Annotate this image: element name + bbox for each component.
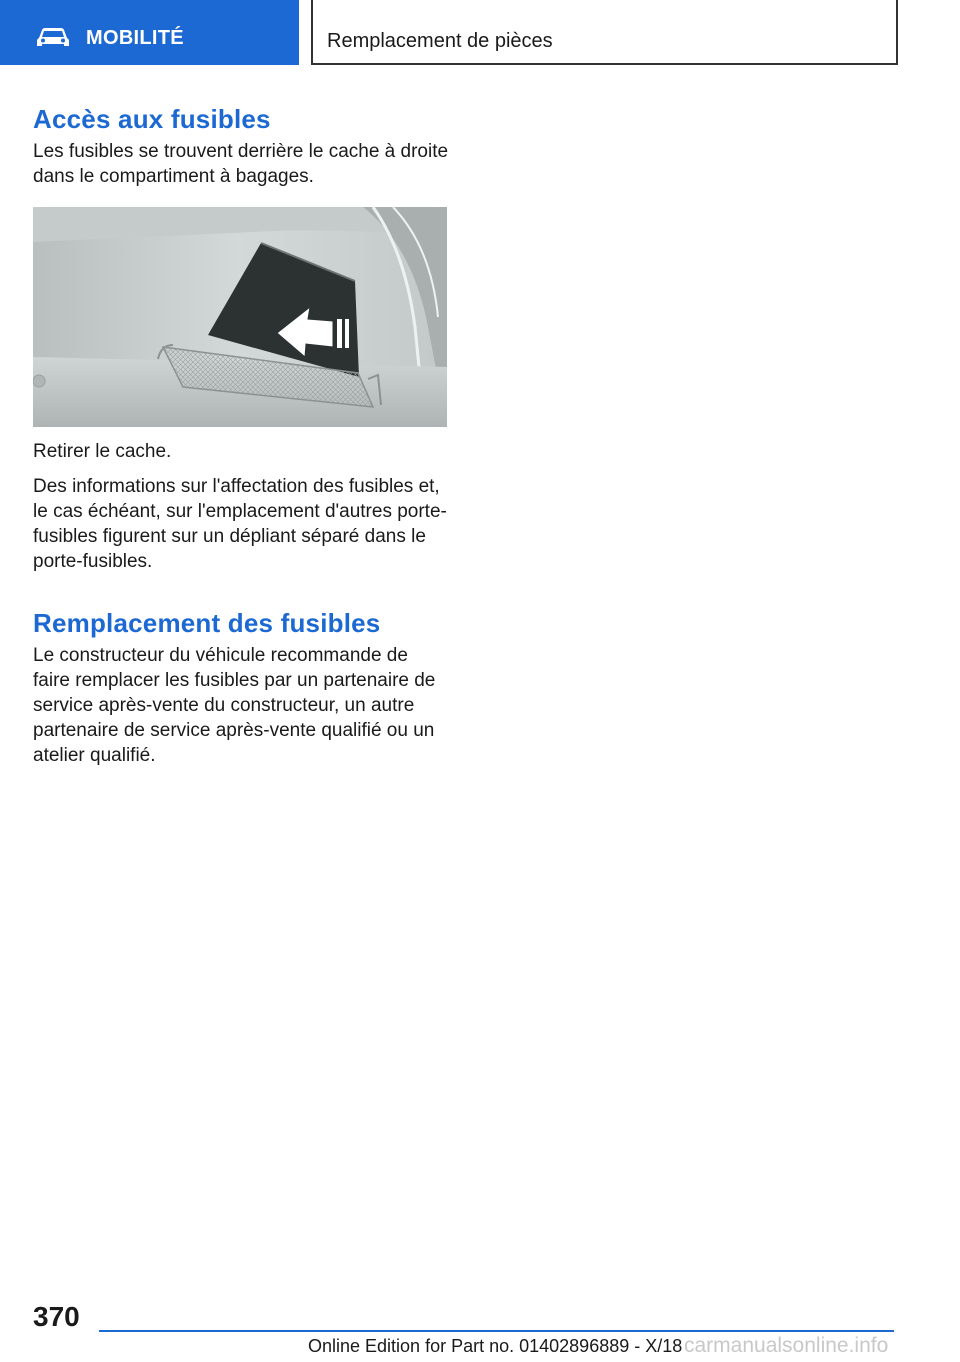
footer-divider bbox=[99, 1330, 894, 1332]
section-heading: Accès aux fusibles bbox=[33, 104, 271, 134]
trunk-fuse-cover-illustration bbox=[33, 207, 447, 427]
section-fuse-access bbox=[33, 103, 449, 189]
watermark: carmanualsonline.info bbox=[684, 1334, 889, 1357]
section-title: Remplacement de pièces bbox=[327, 30, 553, 52]
chapter-tab-label: MOBILITÉ bbox=[86, 27, 184, 49]
section-fuse-replacement bbox=[33, 607, 449, 768]
info-paragraph: Des informations sur l'affectation des fusibles et, le cas échéant, sur l'emplacement d'autres porte-fusibles figurent sur un dépliant séparé dans le porte-fusibles. bbox=[33, 476, 447, 572]
step-text: Retirer le cache. bbox=[33, 441, 172, 462]
page-number: 370 bbox=[33, 1301, 80, 1332]
car-icon bbox=[36, 26, 70, 48]
section-header-box bbox=[311, 0, 898, 65]
section-heading-replacement: Remplacement des fusibles bbox=[33, 608, 381, 638]
intro-paragraph: Les fusibles se trouvent derrière le cache à droite dans le compartiment à bagages. bbox=[33, 141, 449, 187]
chapter-tab bbox=[0, 0, 299, 65]
edition-text: Online Edition for Part no. 01402896889 - X/18 bbox=[308, 1336, 683, 1356]
replacement-paragraph: Le constructeur du véhicule recommande de faire remplacer les fusibles par un partenaire de service après-vente du constructeur, un autre partenaire de service après-vente qualifié ou un atelier qualifié. bbox=[33, 645, 436, 766]
instruction-block bbox=[33, 439, 449, 574]
